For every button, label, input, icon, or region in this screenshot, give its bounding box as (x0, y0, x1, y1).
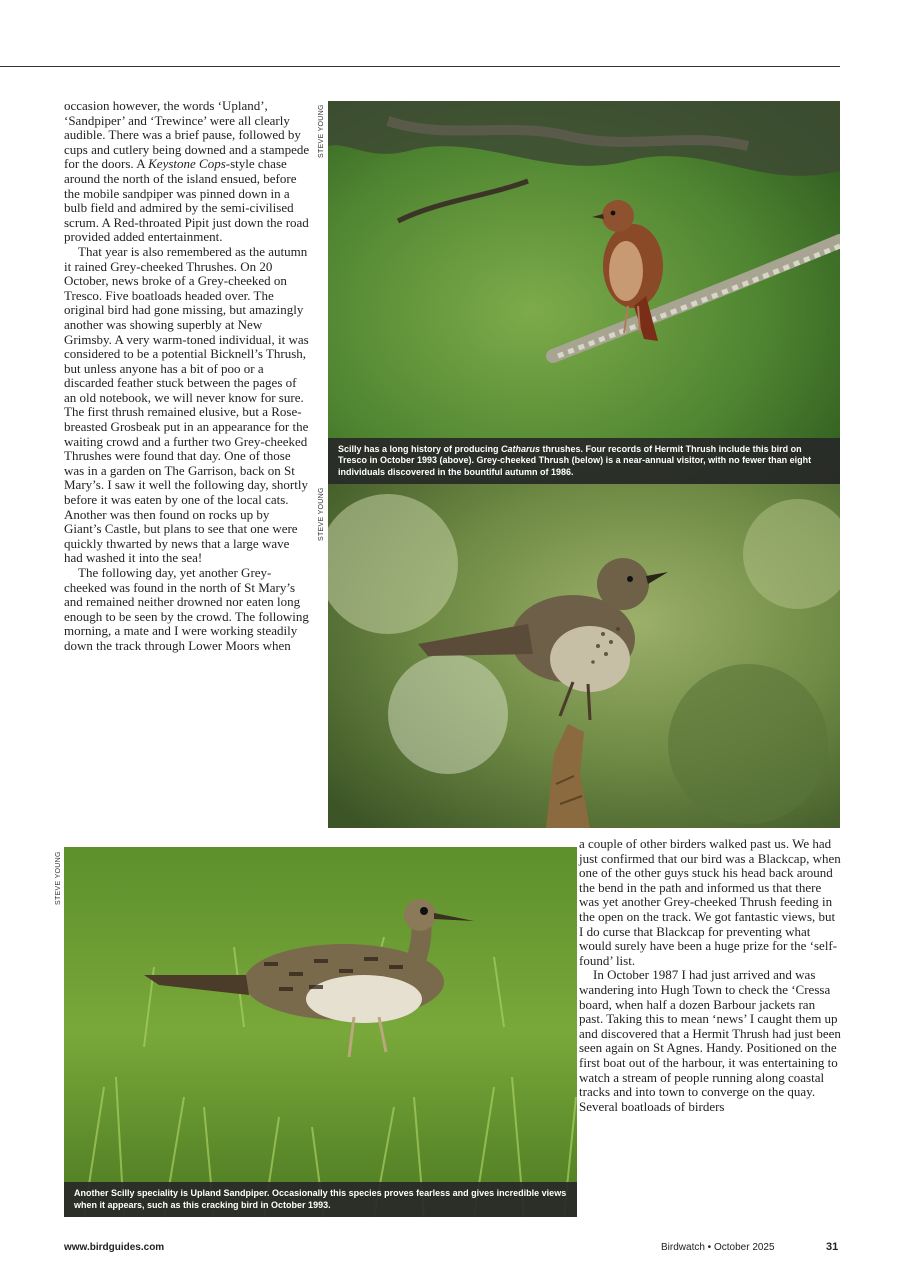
thrush-photo-caption (328, 438, 840, 485)
paragraph: In October 1987 I had just arrived and was wandering into Hugh Town to check the ‘Cressa board, when half a dozen Barbour jackets ran past. Taking this to mean ‘news’ I caught them up and discovered that a Hermit Thrush had just been seen again on St Agnes. Handy. Positioned on the first boat out of the harbour, it was entertaining to watch a stream of people running along coastal tracks and into town to converge on the quay. Several boatloads of birders (579, 967, 841, 1114)
footer-url-link[interactable]: www.birdguides.com (64, 1242, 165, 1253)
hermit-thrush-illustration (328, 101, 840, 484)
page-number: 31 (826, 1241, 839, 1253)
footer-magazine-issue: Birdwatch • October 2025 (661, 1242, 775, 1253)
text-run: -style chase around the north of the island ensued, before the mobile sandpiper was pinned down in a bulb field and admired by the semi-civilised scrum. A Red-throated Pipit just down the road provided added entertainment. (64, 156, 309, 245)
hermit-thrush-photo (328, 101, 840, 484)
upland-sandpiper-illustration (64, 847, 577, 1217)
header-rule (0, 66, 840, 67)
caption-italic: Catharus (501, 443, 541, 454)
paragraph: a couple of other birders walked past us. We had just confirmed that our bird was a Blackcap, when one of the other guys stuck his head back around the bend in the path and informed us that there was yet another Grey-cheeked Thrush feeding in the open on the track. We got fantastic views, but I do curse that Blackcap for preventing what would surely have been a huge prize for the ‘self-found’ list. (579, 836, 841, 968)
paragraph (64, 99, 310, 245)
sandpiper-photo-caption: Another Scilly speciality is Upland Sandpiper. Occasionally this species proves fearless and gives incredible views when it appears, such as this cracking bird in October 1993. (64, 1182, 577, 1217)
photo-credit: STEVE YOUNG (318, 487, 325, 541)
photo-credit: STEVE YOUNG (318, 104, 325, 158)
paragraph: The following day, yet another Grey-cheeked was found in the north of St Mary’s and remained neither drowned nor eaten long enough to be seen by the crowd. The following morning, a mate and I were working steadily down the track through Lower Moors when (64, 565, 309, 653)
text-run: occasion however, the words ‘Upland’, ‘Sandpiper’ and ‘Trewince’ were all clearly audible. There was a brief pause, followed by cups and cutlery being downed and a stampede for the doors. A (64, 98, 310, 172)
upland-sandpiper-photo (64, 847, 577, 1217)
caption-text: thrushes. Four records of Hermit Thrush include this bird on Tresco in October 1993 (above). Grey-cheeked Thrush (below) is a near-annual visitor, with no fewer than eight individuals discovered in the bountiful autumn of 1986. (338, 443, 812, 477)
caption-text: Scilly has a long history of producing (338, 443, 502, 454)
article-column-right (579, 837, 841, 1114)
italic-text: Keystone Cops (148, 156, 226, 172)
grey-cheeked-thrush-illustration (328, 484, 840, 828)
photo-credit: STEVE YOUNG (55, 851, 62, 905)
article-column-left (64, 99, 310, 654)
grey-cheeked-thrush-photo (328, 484, 840, 828)
paragraph: That year is also remembered as the autumn it rained Grey-cheeked Thrushes. On 20 October, news broke of a Grey-cheeked on Tresco. Five boatloads headed over. The original bird had gone missing, but amazingly another was showing superbly at New Grimsby. A very warm-toned individual, it was considered to be a potential Bicknell’s Thrush, but unless anyone has a bit of poo or a discarded feather stuck between the pages of an old notebook, we will never know for sure. The first thrush remained elusive, but a Rose-breasted Grosbeak put in an appearance for the waiting crowd and a further two Grey-cheeked Thrushes were found that day. One of those was in a garden on The Garrison, back on St Mary’s. I saw it well the following day, shortly before it was eaten by one of the local cats. Another was then found on rocks up by Giant’s Castle, but plans to see that one were quickly thwarted by news that a large wave had washed it into the sea! (64, 243, 309, 566)
